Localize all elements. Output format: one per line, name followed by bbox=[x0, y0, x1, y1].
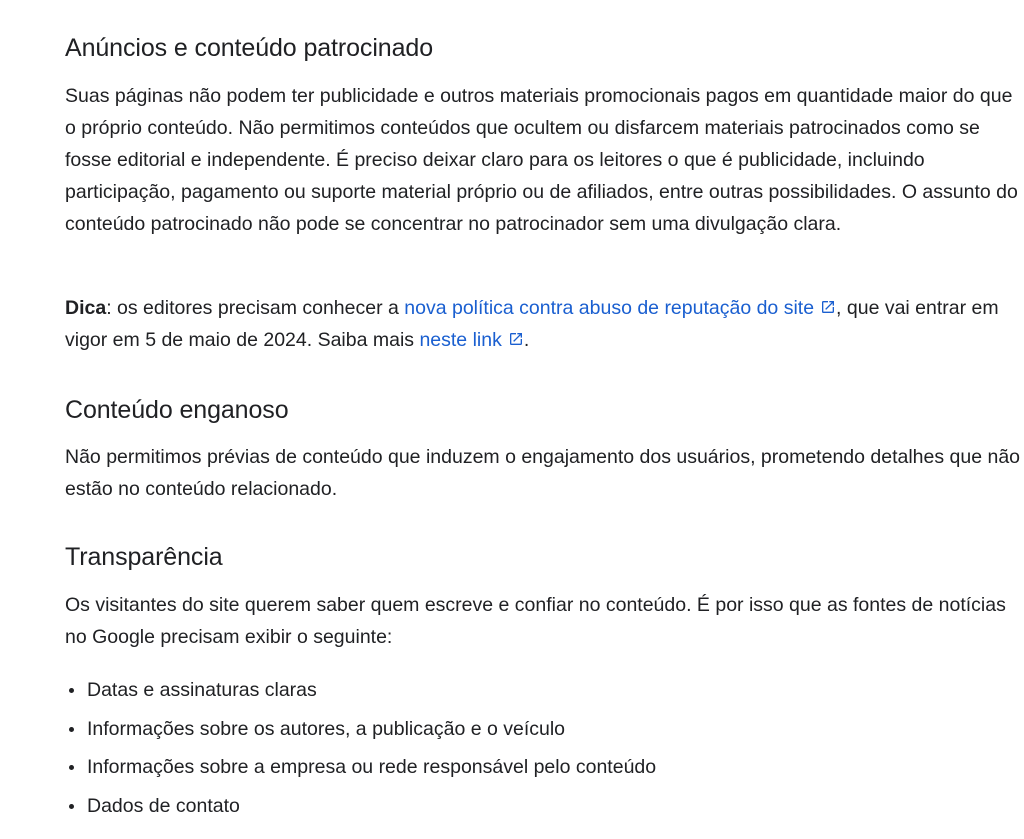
list-item-text: Informações sobre a empresa ou rede responsável pelo conteúdo bbox=[87, 756, 657, 778]
list-item bbox=[65, 787, 965, 826]
list-item-text: Datas e assinaturas claras bbox=[87, 679, 317, 701]
site-reputation-abuse-policy-link[interactable] bbox=[404, 297, 836, 319]
section-body-transparency: Os visitantes do site querem saber quem escreve e confiar no conteúdo. É por isso que as fontes de notícias no Google precisam exibir o seguinte: bbox=[65, 594, 1006, 648]
learn-more-link-label: neste link bbox=[419, 329, 502, 351]
list-item-text: Dados de contato bbox=[87, 794, 240, 817]
learn-more-link[interactable] bbox=[419, 329, 523, 351]
site-reputation-abuse-policy-link-label: nova política contra abuso de reputação do site bbox=[404, 297, 815, 319]
list-item bbox=[65, 710, 965, 749]
tip-label: Dica bbox=[65, 297, 107, 319]
section-body-misleading-content: Não permitimos prévias de conteúdo que induzem o engajamento dos usuários, prometendo detalhes que não estão no conteúdo relacionado. bbox=[65, 446, 1021, 500]
tip-text-middle: , que vai entrar em vigor em 5 de maio de 2024. Saiba mais bbox=[65, 297, 999, 351]
section-body-ads: Suas páginas não podem ter publicidade e outros materiais promocionais pagos em quantidade maior do que o próprio conteúdo. Não permitimos conteúdos que ocultem ou disfarcem materiais patrocinados como se fosse editorial e independente. É preciso deixar claro para os leitores o que é publicidade, incluindo participação, pagamento ou suporte material próprio ou de afiliados, entre outras possibilidades. O assunto do conteúdo patrocinado não pode se concentrar no patrocinador sem uma divulgação clara. bbox=[65, 85, 1018, 235]
list-item-text: Informações sobre os autores, a publicação e o veículo bbox=[87, 717, 566, 740]
open-in-new-icon bbox=[820, 299, 836, 315]
bullet-icon bbox=[69, 765, 74, 770]
list-item bbox=[65, 748, 965, 787]
transparency-requirements-list bbox=[65, 671, 965, 825]
bullet-icon bbox=[69, 804, 74, 809]
tip-text-before: : os editores precisam conhecer a bbox=[106, 297, 405, 319]
section-title-ads: Anúncios e conteúdo patrocinado bbox=[65, 34, 434, 62]
bullet-icon bbox=[69, 688, 74, 693]
list-item bbox=[65, 671, 965, 710]
tip-paragraph bbox=[65, 292, 1024, 356]
section-title-transparency: Transparência bbox=[65, 543, 223, 571]
bullet-icon bbox=[69, 727, 74, 732]
tip-text-after: . bbox=[523, 329, 530, 351]
open-in-new-icon bbox=[508, 331, 524, 347]
section-title-misleading-content: Conteúdo enganoso bbox=[65, 396, 289, 424]
